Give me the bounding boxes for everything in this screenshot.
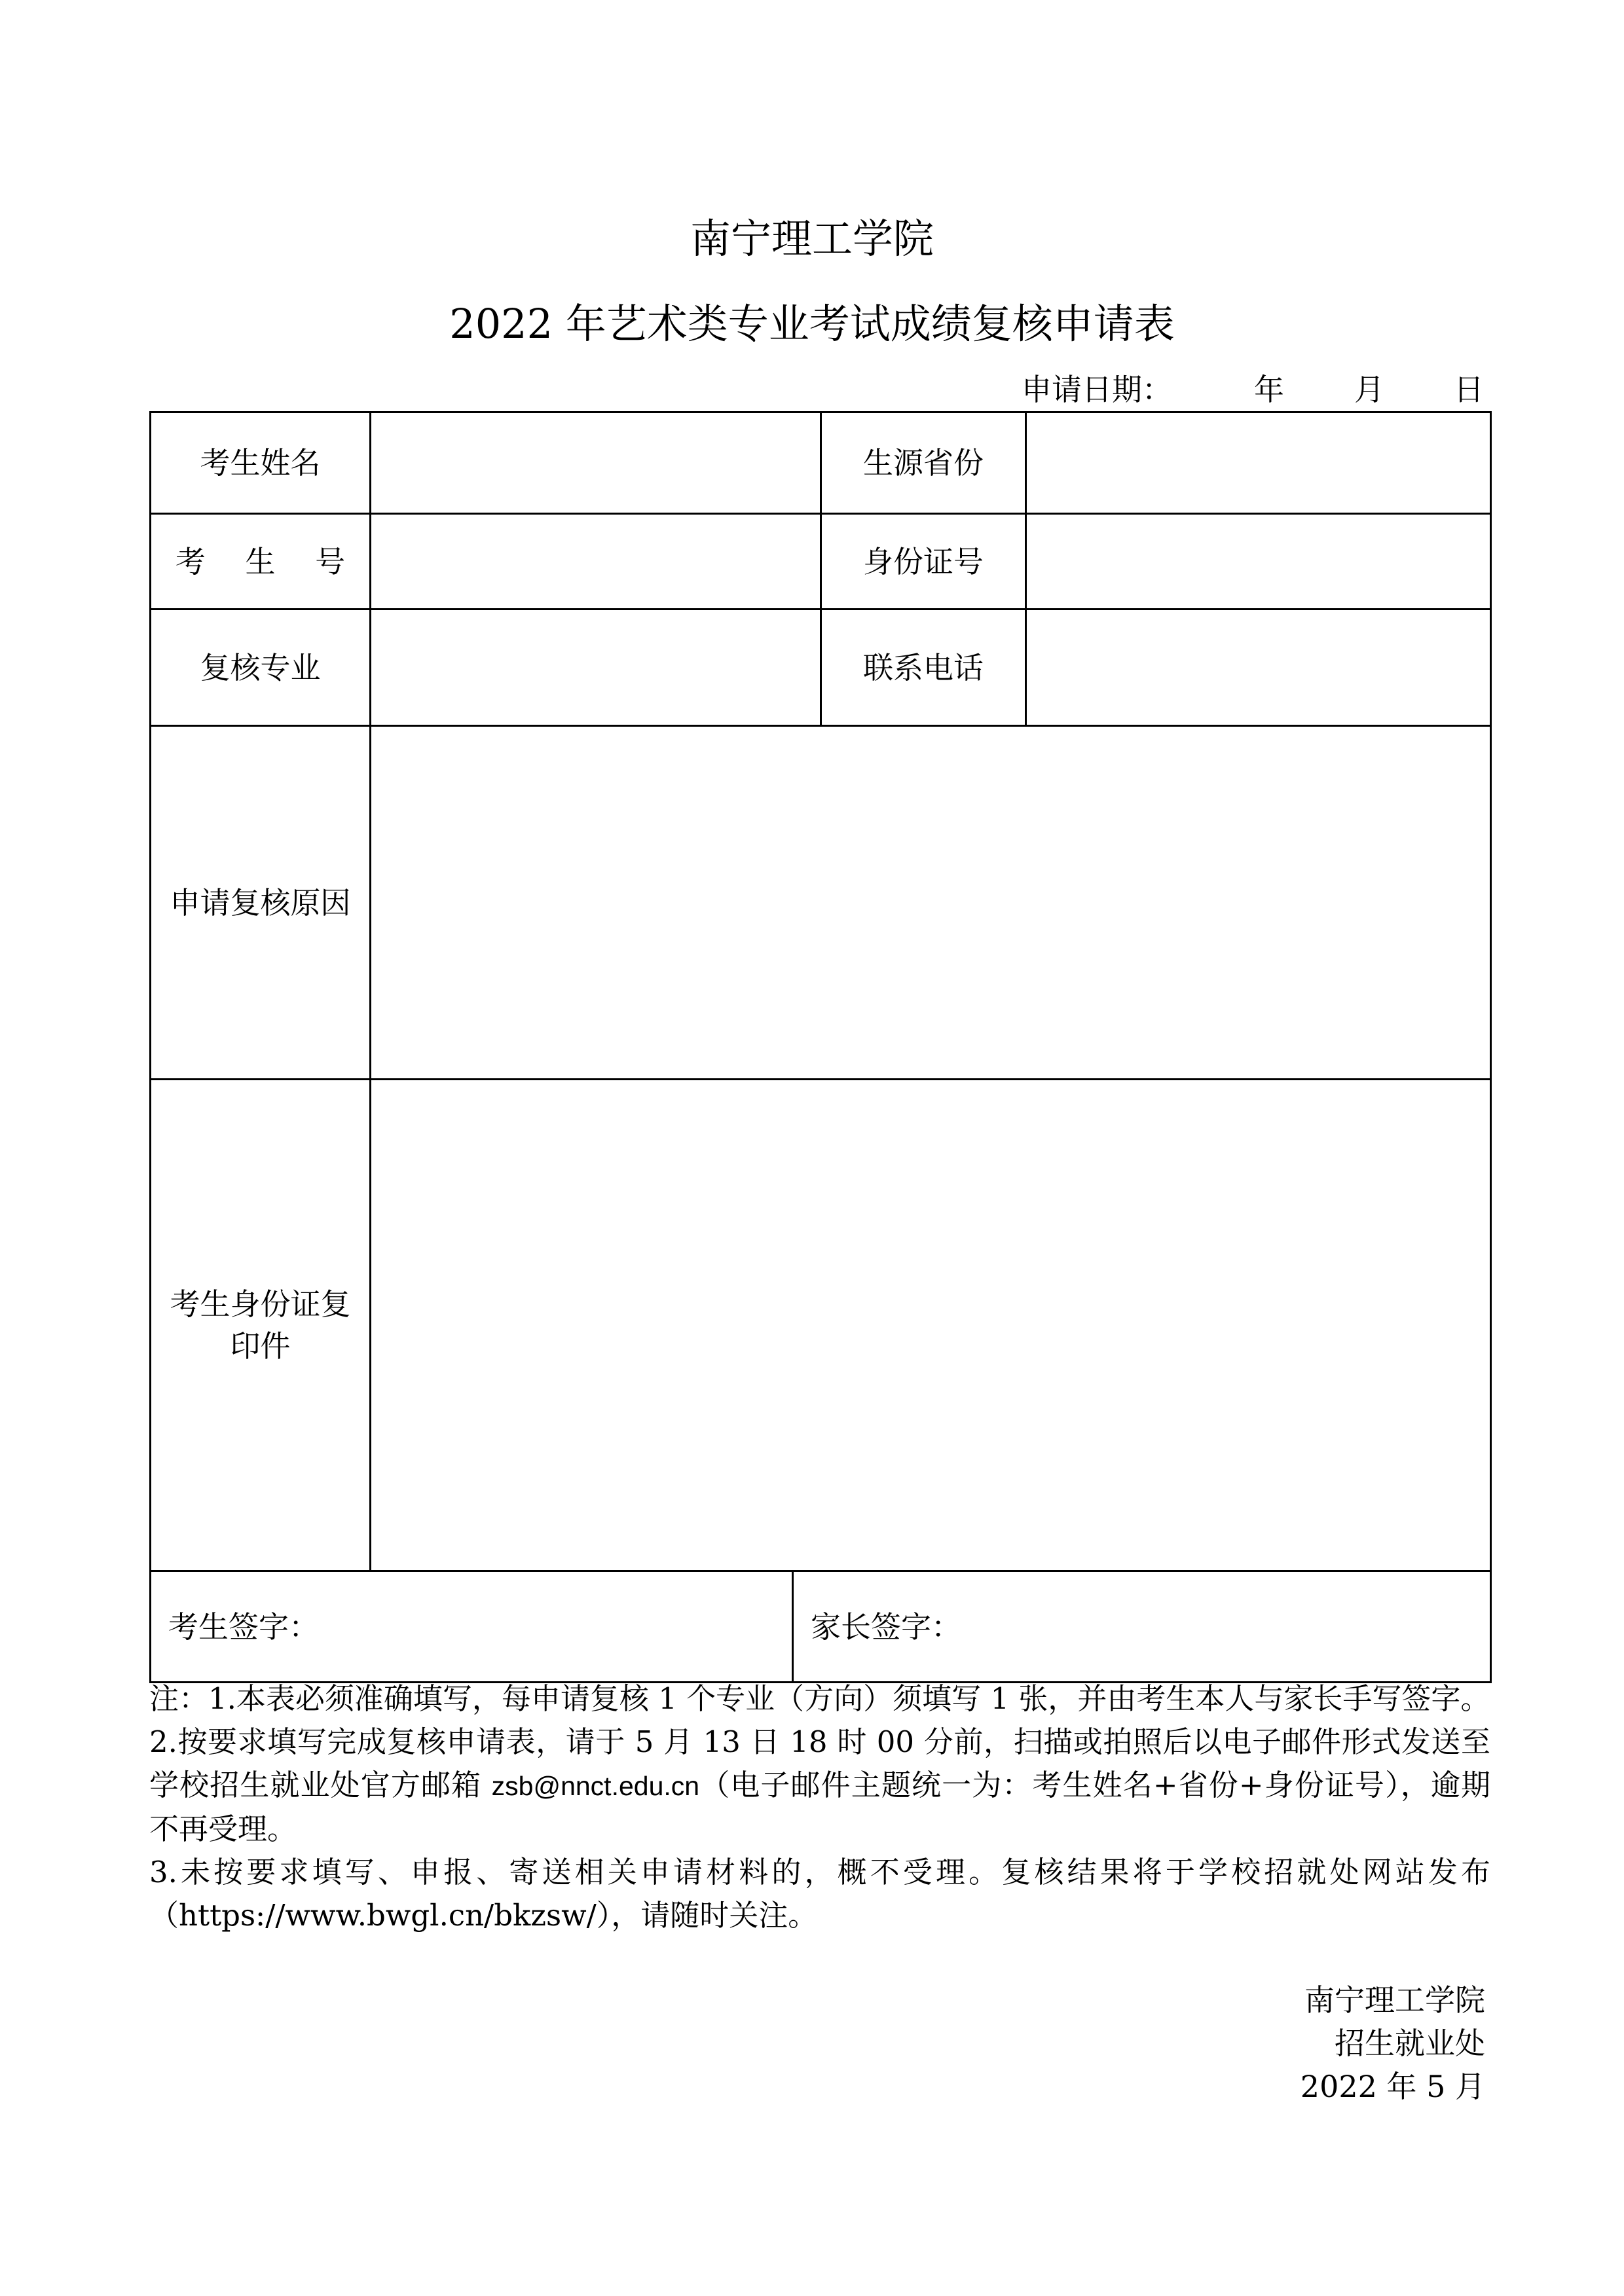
id-number-label: 身份证号 bbox=[863, 543, 984, 579]
signoff-school: 南宁理工学院 bbox=[1304, 1982, 1485, 2018]
school-title: 南宁理工学院 bbox=[690, 215, 934, 263]
id-copy-label-cell bbox=[149, 1078, 371, 1572]
notes-section bbox=[149, 1677, 1490, 1937]
phone-label-cell bbox=[820, 608, 1027, 727]
reason-field[interactable] bbox=[369, 725, 1492, 1080]
note-1: 注：1.本表必须准确填写，每申请复核 1 个专业（方向）须填写 1 张，并由考生本人与家长手写签字。 bbox=[149, 1681, 1490, 1716]
signoff bbox=[1301, 1978, 1485, 2108]
major-label-cell bbox=[149, 608, 371, 727]
major-label: 复核专业 bbox=[200, 649, 321, 685]
admissions-email: zsb@nnct.edu.cn bbox=[491, 1771, 700, 1801]
id-number-field[interactable] bbox=[1025, 513, 1492, 610]
student-signature-field[interactable] bbox=[149, 1570, 794, 1683]
year-unit: 年 bbox=[1254, 372, 1284, 407]
reason-label: 申请复核原因 bbox=[170, 884, 351, 920]
province-label-cell bbox=[820, 411, 1027, 515]
major-field[interactable] bbox=[369, 608, 822, 727]
name-label: 考生姓名 bbox=[200, 445, 321, 481]
signoff-date: 2022 年 5 月 bbox=[1300, 2069, 1485, 2104]
exam-number-label: 考 生 号 bbox=[175, 543, 361, 579]
id-copy-label: 考生身份证复印件 bbox=[170, 1286, 351, 1364]
note-2-subject-rule: （电子邮件主题统一为：考生姓名+省份+身份证号），逾期不再受理。 bbox=[149, 1768, 1490, 1846]
phone-field[interactable] bbox=[1025, 608, 1492, 727]
id-number-label-cell bbox=[820, 513, 1027, 610]
name-label-cell bbox=[149, 411, 371, 515]
exam-number-label-cell bbox=[149, 513, 371, 610]
signoff-department: 招生就业处 bbox=[1335, 2026, 1485, 2061]
exam-number-field[interactable] bbox=[369, 513, 822, 610]
note-2 bbox=[149, 1721, 1490, 1851]
parent-signature-field[interactable] bbox=[792, 1570, 1492, 1683]
note-2-text: 2.按要求填写完成复核申请表，请于 5 月 13 日 18 时 00 分前，扫描或拍照后以电子邮件形式发送至学校招生就业处官方邮箱 bbox=[149, 1724, 1490, 1802]
name-field[interactable] bbox=[369, 411, 822, 515]
day-unit: 日 bbox=[1454, 372, 1484, 407]
application-date-label: 申请日期： bbox=[1022, 372, 1172, 407]
form-title: 2022 年艺术类专业考试成绩复核申请表 bbox=[449, 300, 1175, 348]
month-unit: 月 bbox=[1354, 372, 1384, 407]
province-label: 生源省份 bbox=[863, 445, 984, 481]
reason-label-cell bbox=[149, 725, 371, 1080]
parent-signature-label: 家长签字： bbox=[811, 1609, 961, 1645]
phone-label: 联系电话 bbox=[863, 649, 984, 685]
note-3: 3.未按要求填写、申报、寄送相关申请材料的，概不受理。复核结果将于学校招就处网站发布（https://www.bwgl.cn/bkzsw/），请随时关注。 bbox=[149, 1855, 1490, 1933]
student-signature-label: 考生签字： bbox=[168, 1609, 319, 1645]
application-date bbox=[1022, 368, 1488, 411]
id-copy-field[interactable] bbox=[369, 1078, 1492, 1572]
province-field[interactable] bbox=[1025, 411, 1492, 515]
